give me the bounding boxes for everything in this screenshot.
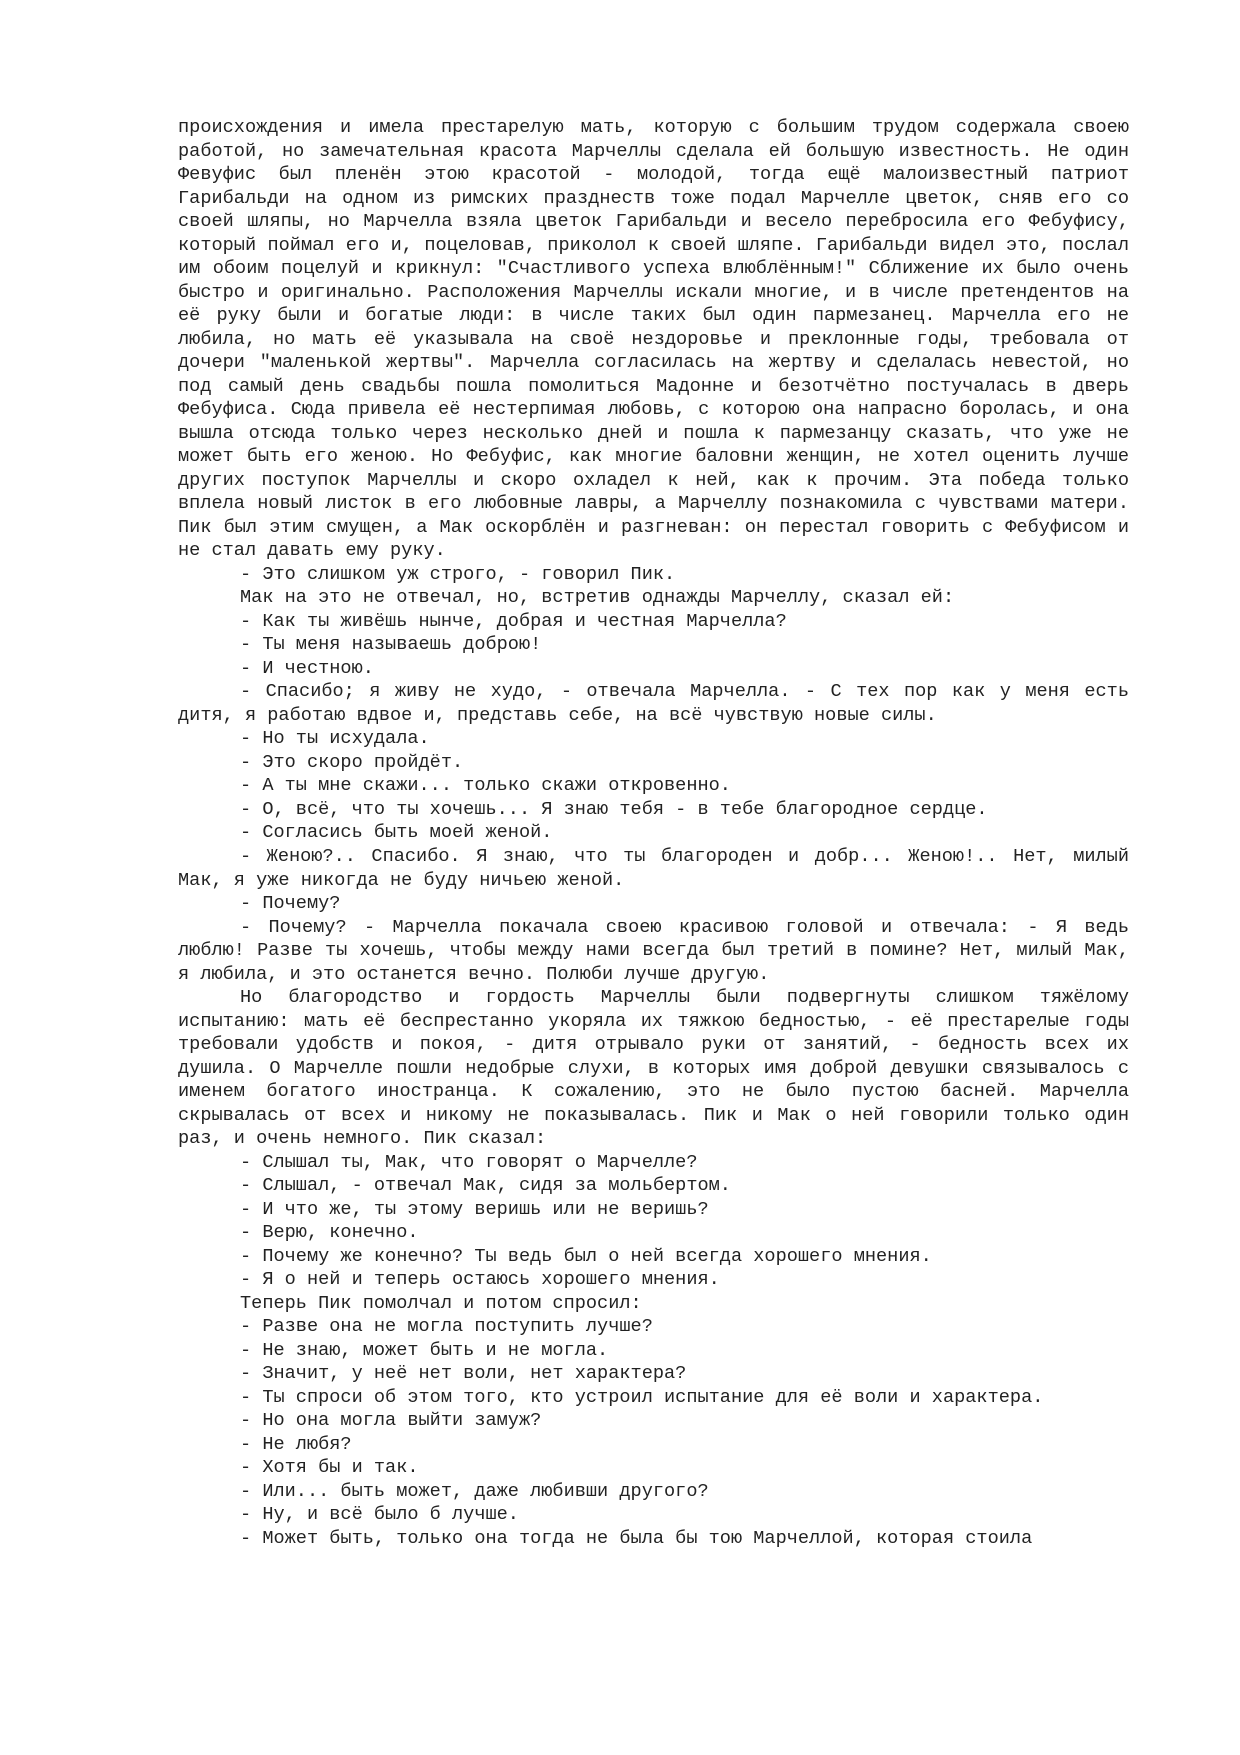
paragraph: Мак на это не отвечал, но, встретив однажды Марчеллу, сказал ей: xyxy=(240,587,955,609)
paragraph: - Почему? - Марчелла покачала своею красивою головой и отвечала: - Я ведь люблю! Разве ты хочешь, чтобы между нами всегда был третий в помине? Нет, милый Мак, я любила, и это останется вечно. Полюби лучше другую. xyxy=(178,916,1129,985)
paragraph: происхождения и имела престарелую мать, которую с большим трудом содержала своею работой, но замечательная красота Марчеллы сделала ей большую известность. Не один Февуфис был пленён этою красотой - молодой, тогда ещё малоизвестный патриот Гарибальди на одном из римских празднеств тоже подал Марчелле цветок, сняв его со своей шляпы, но Марчелла взяла цветок Гарибальди и весело перебросила его Фебуфису, который поймал его и, поцеловав, приколол к своей шляпе. Гарибальди видел это, послал им обоим поцелуй и крикнул: "Счастливого успеха влюблённым!" Сближение их было очень быстро и оригинально. Расположения Марчеллы искали многие, и в числе претендентов на её руку были и богатые люди: в числе таких был один пармезанец. Марчелла его не любила, но мать её указывала на своё нездоровье и преклонные годы, требовала от дочери "маленькой жертвы". Марчелла согласилась на жертву и сделалась невестой, но под самый день свадьбы пошла помолиться Мадонне и безотчётно постучалась в дверь Фебуфиса. Сюда привела её нестерпимая любовь, с которою она напрасно боролась, и она вышла отсюда только через несколько дней и пошла к пармезанцу сказать, что уже не может быть его женою. Но Фебуфис, как многие баловни женщин, не хотел оценить лучше других поступок Марчеллы и скоро охладел к ней, как к прочим. Эта победа только вплела новый листок в его любовные лавры, а Марчеллу познакомила с чувствами матери. Пик был этим смущен, а Мак оскорблён и разгневан: он перестал говорить с Фебуфисом и не стал давать ему руку. xyxy=(178,117,1129,562)
paragraph: - Хотя бы и так. xyxy=(240,1457,419,1479)
paragraph: - Слышал ты, Мак, что говорят о Марчелле? xyxy=(240,1151,698,1173)
paragraph: - Значит, у неё нет воли, нет характера? xyxy=(240,1363,687,1385)
paragraph: - Или... быть может, даже любивши другого? xyxy=(240,1480,709,1502)
paragraph: - Ты меня называешь доброю! xyxy=(240,634,542,656)
paragraph: - А ты мне скажи... только скажи откровенно. xyxy=(240,775,731,797)
paragraph: Но благородство и гордость Марчеллы были подвергнуты слишком тяжёлому испытанию: мать её беспрестанно укоряла их тяжкою бедностью, - её престарелые годы требовали удобств и покоя, - дитя отрывало руки от занятий, - бедность всех их душила. О Марчелле пошли недобрые слухи, в которых имя доброй девушки связывалось с именем богатого иностранца. К сожалению, это не было пустою басней. Марчелла скрывалась от всех и никому не показывалась. Пик и Мак о ней говорили только один раз, и очень немного. Пик сказал: xyxy=(178,987,1129,1150)
paragraph: - Верю, конечно. xyxy=(240,1222,419,1244)
paragraph: - Не любя? xyxy=(240,1433,352,1455)
paragraph: - Но она могла выйти замуж? xyxy=(240,1410,542,1432)
paragraph: - О, всё, что ты хочешь... Я знаю тебя - в тебе благородное сердце. xyxy=(240,798,988,820)
paragraph: - Спасибо; я живу не худо, - отвечала Марчелла. - С тех пор как у меня есть дитя, я работаю вдвое и, представь себе, на всё чувствую новые силы. xyxy=(178,681,1129,726)
paragraph: - Но ты исхудала. xyxy=(240,728,430,750)
paragraph: - Ты спроси об этом того, кто устроил испытание для её воли и характера. xyxy=(240,1386,1044,1408)
paragraph: - И что же, ты этому веришь или не веришь? xyxy=(240,1198,709,1220)
paragraph: - Согласись быть моей женой. xyxy=(240,822,553,844)
paragraph: Теперь Пик помолчал и потом спросил: xyxy=(240,1292,642,1314)
paragraph: - Как ты живёшь нынче, добрая и честная Марчелла? xyxy=(240,610,787,632)
paragraph: - Это слишком уж строго, - говорил Пик. xyxy=(240,563,676,585)
paragraph: - Это скоро пройдёт. xyxy=(240,751,464,773)
paragraph: - Я о ней и теперь остаюсь хорошего мнения. xyxy=(240,1269,720,1291)
paragraph: - Разве она не могла поступить лучше? xyxy=(240,1316,653,1338)
paragraph: - Ну, и всё было б лучше. xyxy=(240,1504,519,1526)
paragraph: - Может быть, только она тогда не была бы тою Марчеллой, которая стоила xyxy=(240,1527,1033,1549)
paragraph: - И честною. xyxy=(240,657,374,679)
paragraph: - Почему? xyxy=(240,893,341,915)
paragraph: - Не знаю, может быть и не могла. xyxy=(240,1339,609,1361)
paragraph: - Слышал, - отвечал Мак, сидя за мольбертом. xyxy=(240,1175,731,1197)
document-page xyxy=(178,116,1129,1550)
paragraph: - Почему же конечно? Ты ведь был о ней всегда хорошего мнения. xyxy=(240,1245,932,1267)
paragraph: - Женою?.. Спасибо. Я знаю, что ты благороден и добр... Женою!.. Нет, милый Мак, я уже никогда не буду ничьею женой. xyxy=(178,845,1129,891)
